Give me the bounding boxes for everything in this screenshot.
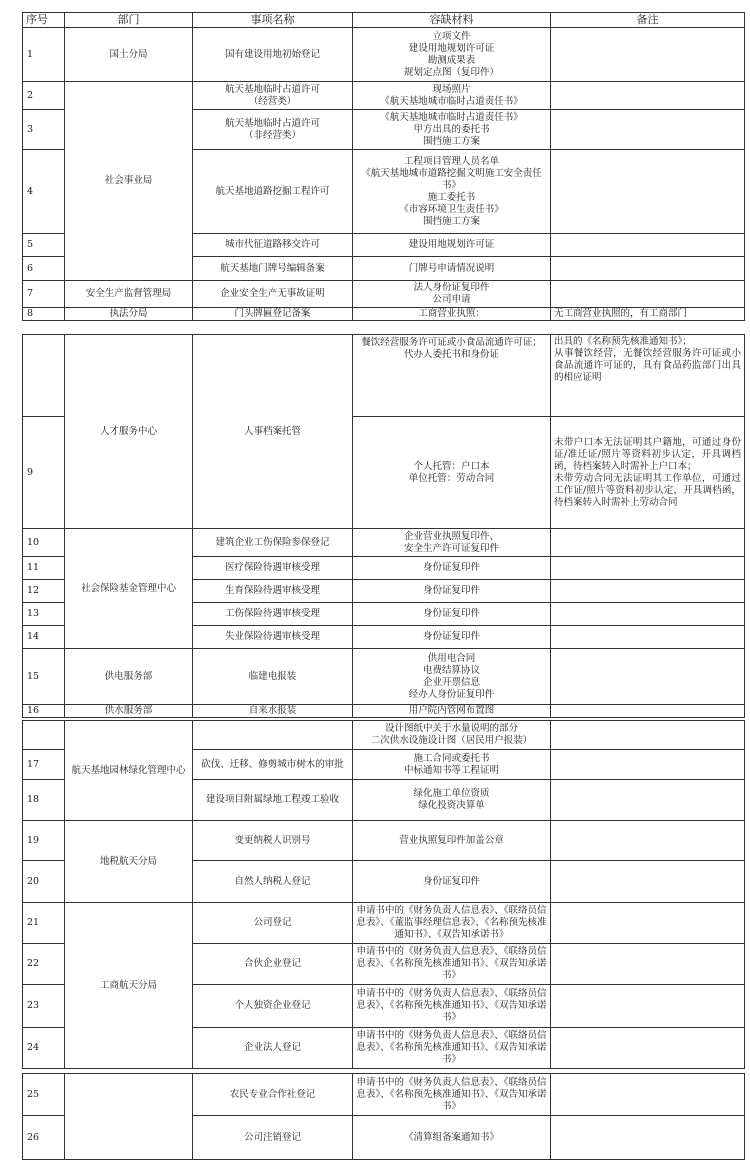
row-remark [551,944,745,985]
row-materials: 申请书中的《财务负责人信息表》、《联络员信息表》、《董监事经理信息表》、《名称预先核准通知书》、《双告知承诺书》 [353,903,551,944]
row-item [193,721,353,750]
row-no: 2 [23,82,65,110]
row-no: 7 [23,281,65,308]
row-item: 失业保险待遇审核受理 [193,626,353,649]
row-no: 20 [23,861,65,903]
row-item: 自然人纳税人登记 [193,861,353,903]
row-materials: 个人托管：户口本 单位托管：劳动合同 [353,417,551,529]
row-dept: 地税航天分局 [65,821,193,903]
row-remark [551,721,745,750]
row-remark [551,150,745,234]
table-section-1 [22,12,745,321]
row-no: 8 [23,308,65,321]
row-materials: 申请书中的《财务负责人信息表》、《联络员信息表》、《名称预先核准通知书》、《双告知承诺书》 [353,1028,551,1069]
row-remark [551,861,745,903]
row-dept: 工商航天分局 [65,903,193,1069]
table-header-row [23,13,745,28]
row-item: 企业安全生产无事故证明 [193,281,353,308]
row-remark [551,110,745,150]
header-no: 序号 [23,13,65,28]
table-row [23,308,745,321]
row-remark [551,281,745,308]
row-materials: 绿化施工单位资质 绿化投资决算单 [353,780,551,821]
row-no: 22 [23,944,65,985]
row-no: 17 [23,750,65,780]
row-materials: 《航天基地城市临时占道责任书》 甲方出具的委托书 围挡施工方案 [353,110,551,150]
row-remark [551,257,745,281]
row-dept: 供电服务部 [65,649,193,705]
row-no: 14 [23,626,65,649]
row-remark [551,626,745,649]
row-item: 个人独资企业登记 [193,985,353,1028]
row-remark [551,1074,745,1116]
row-dept: 社会事业局 [65,82,193,281]
row-materials: 供用电合同 电费结算协议 企业开票信息 经办人身份证复印件 [353,649,551,705]
row-materials: 立项文件 建设用地规划许可证 勘测成果表 规划定点图（复印件） [353,28,551,82]
row-materials: 企业营业执照复印件、 安全生产许可证复印件 [353,529,551,557]
table-row [23,335,745,417]
row-no: 9 [23,417,65,529]
row-remark: 出具的《名称预先核准通知书》； 从事餐饮经营，无餐饮经营服务许可证或小食品流通许可证的，具有食品药监部门出具的相应证明 [551,335,745,417]
row-materials: 营业执照复印件加盖公章 [353,821,551,861]
table-row [23,28,745,82]
table-row [23,82,745,110]
row-no: 26 [23,1116,65,1160]
table-section-2 [22,334,745,718]
row-item: 门头牌匾登记备案 [193,308,353,321]
row-no: 5 [23,234,65,257]
row-remark [551,529,745,557]
table-row [23,721,745,750]
row-materials: 现场照片 《航天基地城市临时占道责任书》 [353,82,551,110]
row-dept: 安全生产监督管理局 [65,281,193,308]
row-materials: 设计图纸中关于水量说明的部分 二次供水设施设计图（居民用户报装） [353,721,551,750]
table-row [23,649,745,705]
row-no: 25 [23,1074,65,1116]
row-dept: 国土分局 [65,28,193,82]
row-remark: 未带户口本无法证明其户籍地，可通过身份证/准迁证/照片等资料初步认定，开具调档函，待档案转入时需补上户口本； 未带劳动合同无法证明其工作单位，可通过工作证/照片等资料初步认定，开具调档函，待档案转入时需补上劳动合同 [551,417,745,529]
row-remark [551,580,745,603]
row-remark [551,649,745,705]
row-item: 变更纳税人识别号 [193,821,353,861]
row-remark [551,750,745,780]
row-item: 航天基地门牌号编辑备案 [193,257,353,281]
row-no: 1 [23,28,65,82]
row-no: 24 [23,1028,65,1069]
row-item: 生育保险待遇审核受理 [193,580,353,603]
row-materials: 施工合同或委托书 中标通知书等工程证明 [353,750,551,780]
row-item: 航天基地道路挖掘工程许可 [193,150,353,234]
row-no: 18 [23,780,65,821]
row-materials: 工程项目管理人员名单 《航天基地城市道路挖掘文明施工安全责任书》 施工委托书 《市容环境卫生责任书》 围挡施工方案 [353,150,551,234]
row-materials: 建设用地规划许可证 [353,234,551,257]
row-materials: 餐饮经营服务许可证或小食品流通许可证； 代办人委托书和身份证 [353,335,551,417]
row-materials: 《清算组备案通知书》 [353,1116,551,1160]
row-item: 公司注销登记 [193,1116,353,1160]
header-materials: 容缺材料 [353,13,551,28]
row-remark [551,82,745,110]
row-dept [65,1074,193,1160]
row-item: 合伙企业登记 [193,944,353,985]
row-remark: 无工商营业执照的，有工商部门 [551,308,745,321]
table-row [23,705,745,718]
table-row [23,281,745,308]
table-section-4 [22,1073,745,1160]
row-materials: 用户院内管网布置图 [353,705,551,718]
row-remark [551,234,745,257]
header-dept: 部门 [65,13,193,28]
row-item: 工伤保险待遇审核受理 [193,603,353,626]
row-item: 国有建设用地初始登记 [193,28,353,82]
row-remark [551,780,745,821]
row-materials: 申请书中的《财务负责人信息表》、《联络员信息表》、《名称预先核准通知书》、《双告知承诺书》 [353,944,551,985]
row-remark [551,557,745,580]
row-item: 公司登记 [193,903,353,944]
row-remark [551,1116,745,1160]
row-item: 建筑企业工伤保险参保登记 [193,529,353,557]
row-materials: 身份证复印件 [353,557,551,580]
row-item: 农民专业合作社登记 [193,1074,353,1116]
row-materials: 法人身份证复印件 公司申请 [353,281,551,308]
row-remark [551,985,745,1028]
table-row [23,903,745,944]
row-remark [551,903,745,944]
table-row [23,529,745,557]
row-dept: 供水服务部 [65,705,193,718]
row-materials: 门牌号申请情况说明 [353,257,551,281]
row-dept: 人才服务中心 [65,335,193,529]
row-materials: 身份证复印件 [353,861,551,903]
row-no: 23 [23,985,65,1028]
header-remark: 备注 [551,13,745,28]
row-dept: 航天基地园林绿化管理中心 [65,721,193,821]
row-no: 10 [23,529,65,557]
table-section-3 [22,720,745,1069]
row-materials: 身份证复印件 [353,580,551,603]
row-no: 21 [23,903,65,944]
row-item: 砍伐、迁移、修剪城市树木的审批 [193,750,353,780]
row-remark [551,603,745,626]
row-no: 16 [23,705,65,718]
row-remark [551,821,745,861]
row-remark [551,705,745,718]
row-no: 6 [23,257,65,281]
row-no: 3 [23,110,65,150]
row-no: 15 [23,649,65,705]
row-no: 11 [23,557,65,580]
row-item: 人事档案托管 [193,335,353,529]
table-row [23,821,745,861]
header-item: 事项名称 [193,13,353,28]
row-materials: 工商营业执照： [353,308,551,321]
row-materials: 身份证复印件 [353,626,551,649]
table-row [23,1074,745,1116]
row-remark [551,1028,745,1069]
row-item: 自来水报装 [193,705,353,718]
row-dept: 社会保险基金管理中心 [65,529,193,649]
row-no [23,721,65,750]
row-remark [551,28,745,82]
row-materials: 申请书中的《财务负责人信息表》、《联络员信息表》、《名称预先核准通知书》、《双告知承诺书》 [353,985,551,1028]
row-item: 临建电报装 [193,649,353,705]
row-no: 13 [23,603,65,626]
row-no: 19 [23,821,65,861]
row-no [23,335,65,417]
row-item: 企业法人登记 [193,1028,353,1069]
row-item: 医疗保险待遇审核受理 [193,557,353,580]
row-materials: 身份证复印件 [353,603,551,626]
row-no: 12 [23,580,65,603]
row-dept: 执法分局 [65,308,193,321]
row-item: 建设项目附属绿地工程竣工验收 [193,780,353,821]
row-item: 城市代征道路移交许可 [193,234,353,257]
row-no: 4 [23,150,65,234]
row-item: 航天基地临时占道许可 （非经营类） [193,110,353,150]
row-item: 航天基地临时占道许可 （经营类） [193,82,353,110]
row-materials: 申请书中的《财务负责人信息表》、《联络员信息表》、《名称预先核准通知书》、《双告知承诺书》 [353,1074,551,1116]
